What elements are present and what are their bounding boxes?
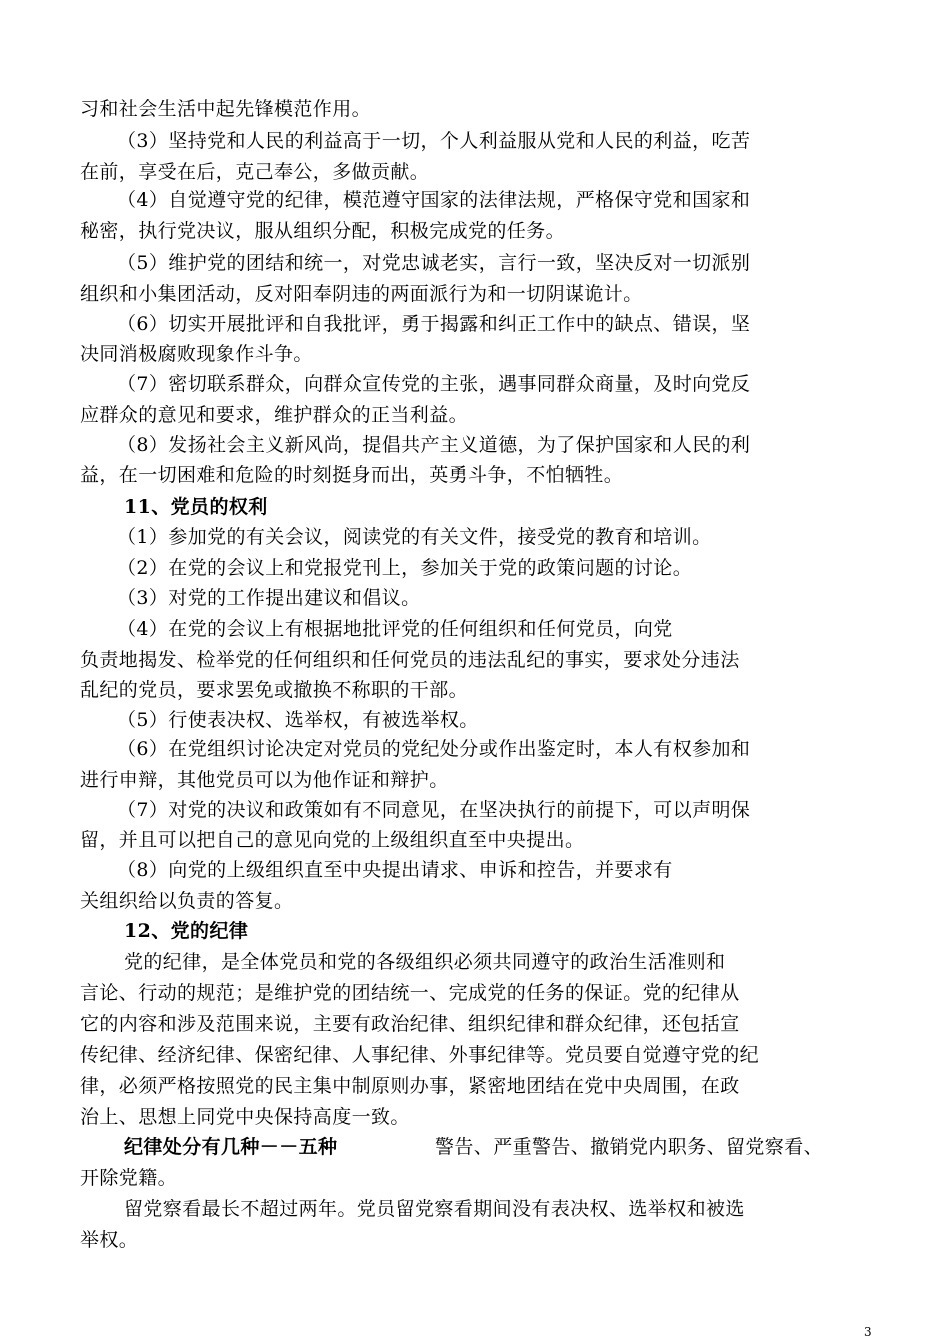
text-line: 律，必须严格按照党的民主集中制原则办事，紧密地团结在党中央周围，在政	[80, 1075, 740, 1097]
text-line: 开除党籍。	[80, 1167, 178, 1189]
text-line: 负责地揭发、检举党的任何组织和任何党员的违法乱纪的事实，要求处分违法	[80, 649, 740, 671]
text-line: 它的内容和涉及范围来说，主要有政治纪律、组织纪律和群众纪律，还包括宣	[80, 1013, 740, 1035]
text-line: （3）对党的工作提出建议和倡议。	[117, 587, 421, 609]
text-line: （2）在党的会议上和党报党刊上，参加关于党的政策问题的讨论。	[117, 557, 693, 579]
text-line: 举权。	[80, 1229, 139, 1251]
text-line: （5）行使表决权、选举权，有被选举权。	[117, 709, 479, 731]
discipline-types-list: 警告、严重警告、撤销党内职务、留党察看、	[435, 1136, 824, 1158]
text-line: （7）密切联系群众，向群众宣传党的主张，遇事同群众商量，及时向党反	[117, 373, 751, 395]
text-line: （6）在党组织讨论决定对党员的党纪处分或作出鉴定时，本人有权参加和	[117, 738, 751, 760]
text-line: 习和社会生活中起先锋模范作用。	[80, 98, 372, 120]
text-line: 留，并且可以把自己的意见向党的上级组织直至中央提出。	[80, 829, 585, 851]
text-line: 组织和小集团活动，反对阳奉阴违的两面派行为和一切阴谋诡计。	[80, 283, 643, 305]
text-line: 言论、行动的规范；是维护党的团结统一、完成党的任务的保证。党的纪律从	[80, 982, 740, 1004]
text-line: （3）坚持党和人民的利益高于一切，个人利益服从党和人民的利益，吃苦	[117, 130, 751, 152]
text-line: 关组织给以负责的答复。	[80, 890, 294, 912]
text-line: 在前，享受在后，克己奉公，多做贡献。	[80, 161, 430, 183]
page-number: 3	[864, 1325, 872, 1339]
text-line: （4）在党的会议上有根据地批评党的任何组织和任何党员，向党	[117, 618, 673, 640]
discipline-types-label: 纪律处分有几种－－五种	[124, 1136, 338, 1158]
text-line: 应群众的意见和要求，维护群众的正当利益。	[80, 404, 469, 426]
text-line: （8）向党的上级组织直至中央提出请求、申诉和控告，并要求有	[117, 859, 673, 881]
section-heading-rights: 11、党员的权利	[124, 496, 268, 518]
text-line: （8）发扬社会主义新风尚，提倡共产主义道德，为了保护国家和人民的利	[117, 434, 751, 456]
text-line: 留党察看最长不超过两年。党员留党察看期间没有表决权、选举权和被选	[124, 1198, 745, 1220]
text-line: 传纪律、经济纪律、保密纪律、人事纪律、外事纪律等。党员要自觉遵守党的纪	[80, 1044, 760, 1066]
text-line: （6）切实开展批评和自我批评，勇于揭露和纠正工作中的缺点、错误，坚	[117, 313, 751, 335]
text-line: （1）参加党的有关会议，阅读党的有关文件，接受党的教育和培训。	[117, 526, 712, 548]
section-heading-discipline: 12、党的纪律	[124, 920, 249, 942]
text-line: （4）自觉遵守党的纪律，模范遵守国家的法律法规，严格保守党和国家和	[117, 189, 751, 211]
text-line: 党的纪律，是全体党员和党的各级组织必须共同遵守的政治生活准则和	[124, 951, 726, 973]
text-line: 益，在一切困难和危险的时刻挺身而出，英勇斗争，不怕牺牲。	[80, 464, 624, 486]
text-line: 治上、思想上同党中央保持高度一致。	[80, 1106, 410, 1128]
text-line: 决同消极腐败现象作斗争。	[80, 343, 313, 365]
text-line: 乱纪的党员，要求罢免或撤换不称职的干部。	[80, 679, 469, 701]
text-line: 秘密，执行党决议，服从组织分配，积极完成党的任务。	[80, 220, 566, 242]
text-line: 进行申辩，其他党员可以为他作证和辩护。	[80, 769, 449, 791]
text-line: （5）维护党的团结和统一，对党忠诚老实，言行一致，坚决反对一切派别	[117, 252, 751, 274]
text-line: （7）对党的决议和政策如有不同意见，在坚决执行的前提下，可以声明保	[117, 799, 751, 821]
